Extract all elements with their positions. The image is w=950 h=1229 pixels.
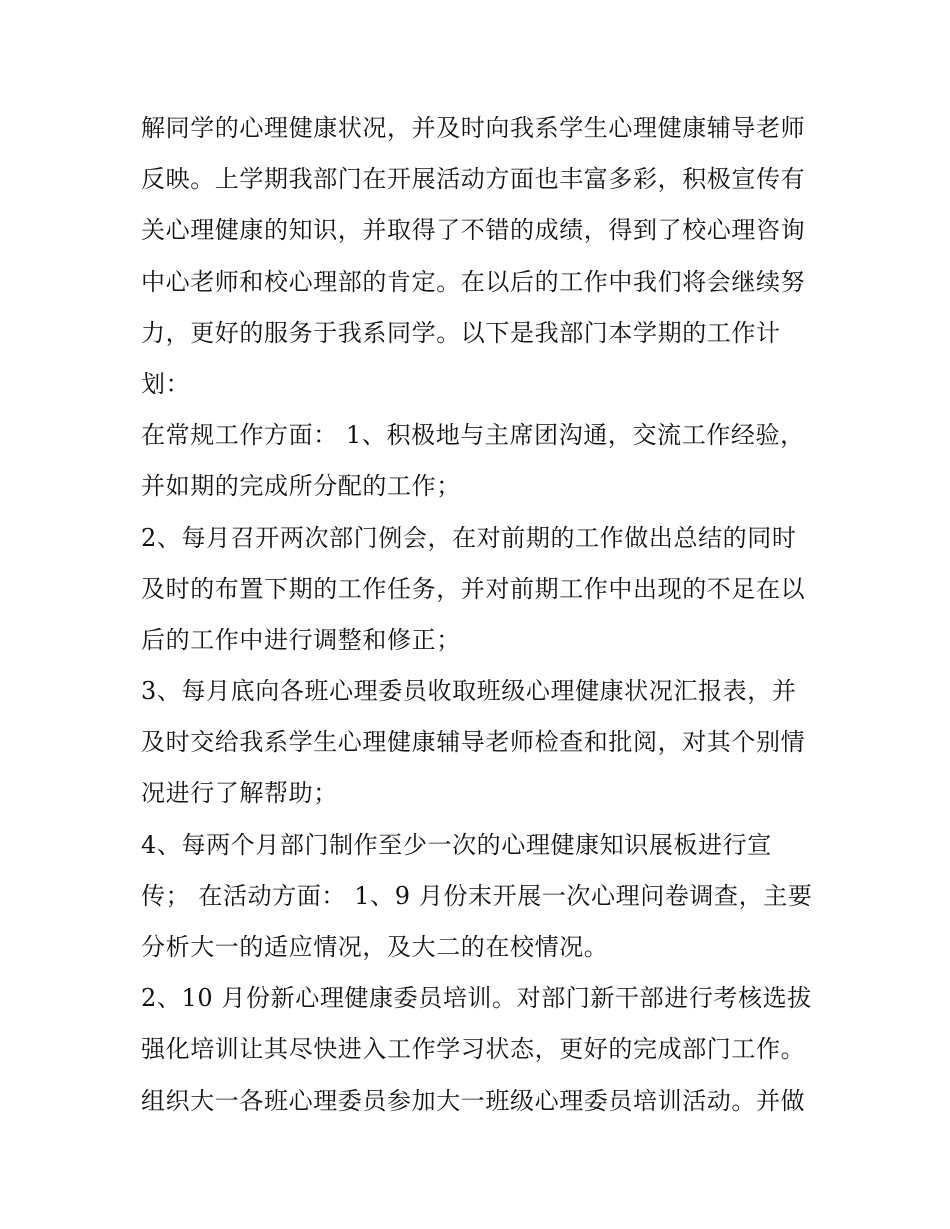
text-line: 传； 在活动方面： 1、9 月份末开展一次心理问卷调查，主要 [141,881,813,910]
text-line: 强化培训让其尽快进入工作学习状态，更好的完成部门工作。 [141,1035,806,1064]
document-body [141,103,821,1127]
text-line: 力，更好的服务于我系同学。以下是我部门本学期的工作计 [141,318,781,347]
text-line: 中心老师和校心理部的肯定。在以后的工作中我们将会继续努 [141,267,806,296]
text-line: 2、10 月份新心理健康委员培训。对部门新干部进行考核选拔 [141,984,812,1013]
text-line: 3、每月底向各班心理委员收取班级心理健康状况汇报表，并 [141,677,797,706]
text-line: 组织大一各班心理委员参加大一班级心理委员培训活动。并做 [141,1086,806,1115]
text-line: 关心理健康的知识，并取得了不错的成绩，得到了校心理咨询 [141,216,806,245]
text-line: 并如期的完成所分配的工作； [141,472,461,501]
text-line: 分析大一的适应情况，及大二的在校情况。 [141,933,609,961]
text-line: 4、每两个月部门制作至少一次的心理健康知识展板进行宣 [141,830,772,859]
text-line: 及时交给我系学生心理健康辅导老师检查和批阅，对其个别情 [141,728,806,757]
text-line: 2、每月召开两次部门例会，在对前期的工作做出总结的同时 [141,523,797,552]
text-line: 在常规工作方面： 1、积极地与主席团沟通，交流工作经验， [141,421,805,450]
text-line: 后的工作中进行调整和修正； [141,625,461,654]
text-line: 反映。上学期我部门在开展活动方面也丰富多彩，积极宣传有 [141,165,806,194]
text-line: 解同学的心理健康状况，并及时向我系学生心理健康辅导老师 [141,114,806,142]
text-line: 划： [141,369,191,398]
text-line: 及时的布置下期的工作任务，并对前期工作中出现的不足在以 [141,574,806,603]
text-line: 况进行了解帮助； [141,779,338,808]
